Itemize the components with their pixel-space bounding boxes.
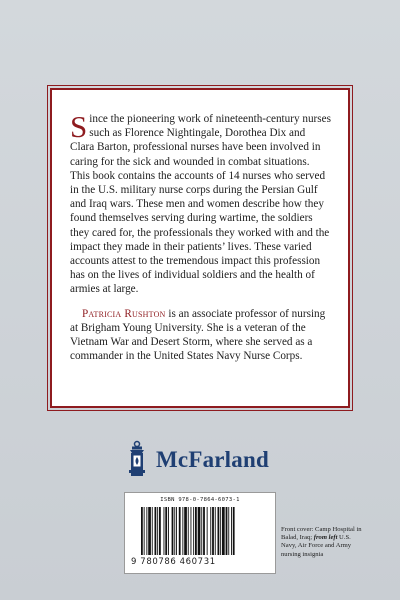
barcode-bar (233, 507, 235, 555)
barcode-bar (152, 507, 153, 555)
lantern-icon (124, 440, 150, 480)
barcode-bar (165, 507, 167, 555)
barcode-bar (198, 507, 201, 555)
author-paragraph (70, 307, 332, 364)
publisher-name: McFarland (156, 447, 269, 472)
barcode-bar (146, 507, 147, 555)
barcode-bar (148, 507, 151, 555)
barcode-bar (164, 507, 165, 555)
barcode-bar (212, 507, 214, 555)
barcode-bar (188, 507, 189, 555)
barcode-bar (191, 507, 192, 555)
publisher-logo (124, 438, 284, 482)
barcode-bar (157, 507, 158, 555)
barcode-bar (155, 507, 157, 555)
barcode-bar (141, 507, 143, 555)
barcode-bar (210, 507, 211, 555)
barcode-bar (168, 507, 169, 555)
barcode-bar (201, 507, 202, 555)
barcode-bar (231, 507, 232, 555)
barcode-box (124, 492, 276, 574)
barcode-bar (179, 507, 181, 555)
barcode-bar (220, 507, 221, 555)
isbn-label: ISBN 978-0-7864-6073-1 (160, 497, 240, 503)
cover-credit-line2: U.S. Navy, Air Force and Army nursing insignia (281, 534, 352, 558)
barcode-bar (203, 507, 205, 555)
barcode-bar (182, 507, 183, 555)
cover-credit (281, 526, 363, 559)
drop-cap: S (70, 109, 88, 144)
author-bio: is an associate professor of nursing at Brigham Young University. She is a veteran of the Vietnam War and Desert Storm, where she served as a commander in the United States Navy Nurse Corps. (70, 307, 326, 363)
barcode-bars (141, 507, 259, 557)
barcode-bar (172, 507, 174, 555)
author-name: Patricia Rushton (82, 307, 166, 320)
barcode-bar (144, 507, 145, 555)
barcode-bar (215, 507, 216, 555)
barcode-bar (176, 507, 177, 555)
barcode-bar (226, 507, 228, 555)
barcode-bar (195, 507, 197, 555)
cover-credit-emphasis: from left (313, 534, 338, 542)
barcode-bar (159, 507, 161, 555)
blurb-body: ince the pioneering work of nineteenth-century nurses such as Florence Nightingale, Dorothea Dix and Clara Barton, professional nurses have been involved in caring for the sick and wounded in combat situations. This book contains the accounts of 14 nurses who served in the U.S. military nurse corps during the Persian Gulf and Iraq wars. These men and women describe how they found themselves serving during wartime, the soldiers they cared for, the professionals they worked with and the impact they made in their patients’ lives. These varied accounts attest to the tremendous impact this profession has on the lives of individual soldiers and the health of armies at large. (70, 113, 331, 296)
blurb-paragraph (70, 109, 332, 297)
barcode-bar (228, 507, 229, 555)
barcode-bar (174, 507, 175, 555)
blurb-content (70, 109, 332, 363)
cover-credit-line1: Front cover: Camp Hospital in Balad, Iraq; (281, 526, 362, 542)
barcode-bar (184, 507, 187, 555)
barcode-bar (193, 507, 194, 555)
blurb-box (50, 88, 350, 408)
barcode-bar (207, 507, 208, 555)
barcode-number: 9 780786 460731 (131, 557, 216, 567)
barcode-bar (222, 507, 225, 555)
barcode-bar (218, 507, 220, 555)
